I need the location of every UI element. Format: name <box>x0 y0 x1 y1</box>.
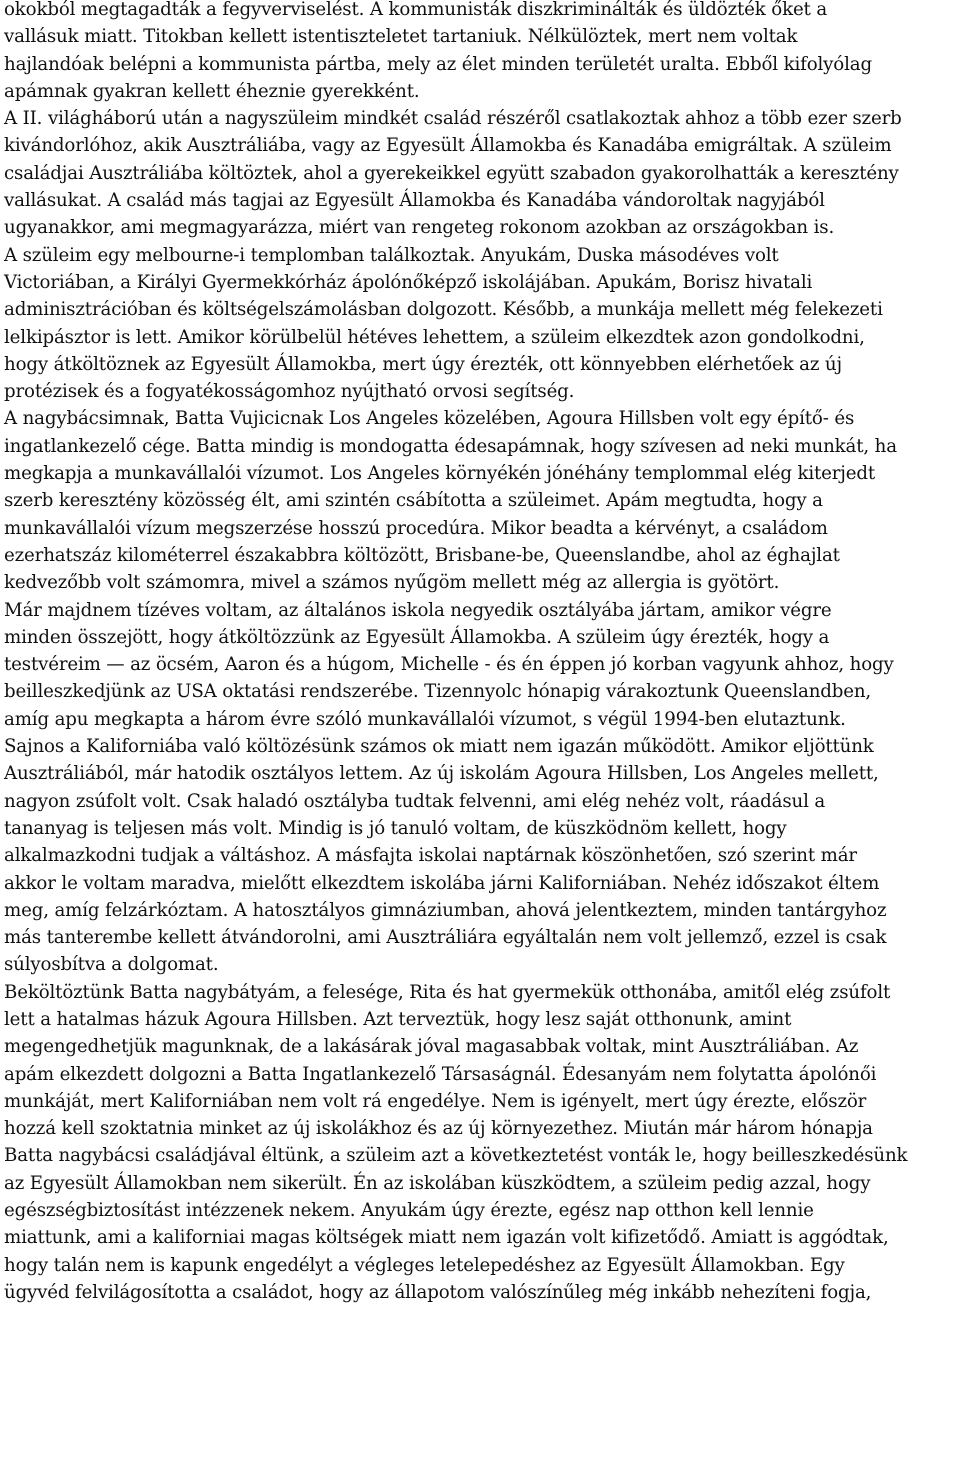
text-line: Victoriában, a Királyi Gyermekkórház ápolónőképző iskolájában. Apukám, Borisz hivatali <box>4 271 813 293</box>
text-line: kivándorlóhoz, akik Ausztráliába, vagy az Egyesült Államokba és Kanadába emigráltak. A szüleim <box>4 135 892 157</box>
text-line: beilleszkedjünk az USA oktatási rendszerébe. Tizennyolc hónapig várakoztunk Queenslandben, <box>4 681 872 703</box>
text-line: munkáját, mert Kaliforniában nem volt rá engedélye. Nem is igényelt, mert úgy érezte, először <box>4 1090 867 1112</box>
text-line: megkapja a munkavállalói vízumot. Los Angeles környékén jónéhány templommal elég kiterjedt <box>4 463 876 485</box>
text-line: A II. világháború után a nagyszüleim mindkét család részéről csatlakoztak ahhoz a több ezer szerb <box>4 108 902 130</box>
text-line: Sajnos a Kaliforniába való költözésünk számos ok miatt nem igazán működött. Amikor eljöttünk <box>4 736 874 758</box>
text-line: ügyvéd felvilágosította a családot, hogy az állapotom valószínűleg még inkább nehezíteni fogja, <box>4 1281 872 1303</box>
text-line: ingatlankezelő cége. Batta mindig is mondogatta édesapámnak, hogy szívesen ad neki munkát, ha <box>4 435 897 457</box>
text-line: testvéreim — az öcsém, Aaron és a húgom, Michelle - és én éppen jó korban vagyunk ahhoz, hogy <box>4 654 894 676</box>
text-line: minden összejött, hogy átköltözzünk az Egyesült Államokba. A szüleim úgy érezték, hogy a <box>4 626 830 648</box>
text-line: alkalmazkodni tudjak a váltáshoz. A másfajta iskolai naptárnak köszönhetően, szó szerint már <box>4 845 857 867</box>
text-line: tananyag is teljesen más volt. Mindig is jó tanuló voltam, de küszködnöm kellett, hogy <box>4 817 787 839</box>
text-line: hajlandóak belépni a kommunista pártba, mely az élet minden területét uralta. Ebből kifolyólag <box>4 53 872 75</box>
text-line: munkavállalói vízum megszerzése hosszú procedúra. Mikor beadta a kérvényt, a családom <box>4 517 828 539</box>
text-line: egészségbiztosítást intézzenek nekem. Anyukám úgy érezte, egész nap otthon kell lennie <box>4 1200 814 1222</box>
text-line: A szüleim egy melbourne-i templomban találkoztak. Anyukám, Duska másodéves volt <box>4 244 779 266</box>
body-text <box>4 0 956 1306</box>
text-line: lett a hatalmas házuk Agoura Hillsben. Azt terveztük, hogy lesz saját otthonunk, amint <box>4 1008 792 1030</box>
text-line: Batta nagybácsi családjával éltünk, a szüleim azt a következtetést vonták le, hogy beilleszkedésünk <box>4 1145 908 1167</box>
text-line: miattunk, ami a kaliforniai magas költségek miatt nem igazán volt kifizetődő. Amiatt is aggódtak, <box>4 1227 889 1249</box>
text-line: apámnak gyakran kellett éheznie gyerekként. <box>4 80 420 102</box>
text-line: az Egyesült Államokban nem sikerült. Én az iskolában küszködtem, a szüleim pedig azzal, hogy <box>4 1172 871 1194</box>
text-line: súlyosbítva a dolgomat. <box>4 954 219 976</box>
text-line: protézisek és a fogyatékosságomhoz nyújtható orvosi segítség. <box>4 381 575 403</box>
text-line: más tanterembe kellett átvándorolni, ami Ausztráliára egyáltalán nem volt jellemző, ezzel is csak <box>4 927 887 949</box>
text-line: Ausztráliából, már hatodik osztályos lettem. Az új iskolám Agoura Hillsben, Los Angeles mellett, <box>4 763 879 785</box>
text-line: A nagybácsimnak, Batta Vujicicnak Los Angeles közelében, Agoura Hillsben volt egy építő- és <box>4 408 855 430</box>
text-line: amíg apu megkapta a három évre szóló munkavállalói vízumot, s végül 1994-ben elutaztunk. <box>4 708 846 730</box>
text-line: nagyon zsúfolt volt. Csak haladó osztályba tudtak felvenni, ami elég nehéz volt, ráadásul a <box>4 790 826 812</box>
text-line: családjai Ausztráliába költöztek, ahol a gyerekeikkel együtt szabadon gyakorolhatták a keresztény <box>4 162 899 184</box>
text-line: akkor le voltam maradva, mielőtt elkezdtem iskolába járni Kaliforniában. Nehéz időszakot éltem <box>4 872 880 894</box>
text-line: ugyanakkor, ami megmagyarázza, miért van rengeteg rokonom azokban az országokban is. <box>4 217 835 239</box>
text-line: vallásuk miatt. Titokban kellett istentiszteletet tartaniuk. Nélkülöztek, mert nem voltak <box>4 26 798 48</box>
text-line: szerb keresztény közösség élt, ami szintén csábította a szüleimet. Apám megtudta, hogy a <box>4 490 823 512</box>
text-line: hozzá kell szoktatnia minket az új iskolákhoz és az új környezethez. Miután már három hónapja <box>4 1118 873 1140</box>
text-line: adminisztrációban és költségelszámolásban dolgozott. Később, a munkája mellett még felekezeti <box>4 299 883 321</box>
text-line: hogy átköltöznek az Egyesült Államokba, mert úgy érezték, ott könnyebben elérhetőek az új <box>4 353 842 375</box>
text-line: okokból megtagadták a fegyverviselést. A kommunisták diszkriminálták és üldözték őket a <box>4 0 828 20</box>
text-line: Már majdnem tízéves voltam, az általános iskola negyedik osztályába jártam, amikor végre <box>4 599 832 621</box>
text-line: vallásukat. A család más tagjai az Egyesült Államokba és Kanadába vándoroltak nagyjából <box>4 190 825 212</box>
text-line: kedvezőbb volt számomra, mivel a számos nyűgöm mellett még az allergia is gyötört. <box>4 572 780 594</box>
text-line: meg, amíg felzárkóztam. A hatosztályos gimnáziumban, ahová jelentkeztem, minden tantárgyhoz <box>4 899 887 921</box>
text-line: hogy talán nem is kapunk engedélyt a végleges letelepedéshez az Egyesült Államokban. Egy <box>4 1254 845 1276</box>
text-line: Beköltöztünk Batta nagybátyám, a felesége, Rita és hat gyermekük otthonába, amitől elég zsúfolt <box>4 981 891 1003</box>
text-line: megengedhetjük magunknak, de a lakásárak jóval magasabbak voltak, mint Ausztráliában. Az <box>4 1036 859 1058</box>
text-line: ezerhatszáz kilométerrel északabbra költözött, Brisbane-be, Queenslandbe, ahol az éghajlat <box>4 544 840 566</box>
text-line: apám elkezdett dolgozni a Batta Ingatlankezelő Társaságnál. Édesanyám nem folytatta ápolónői <box>4 1063 877 1085</box>
text-line: lelkipásztor is lett. Amikor körülbelül hétéves lehettem, a szüleim elkezdtek azon gondolkodni, <box>4 326 865 348</box>
